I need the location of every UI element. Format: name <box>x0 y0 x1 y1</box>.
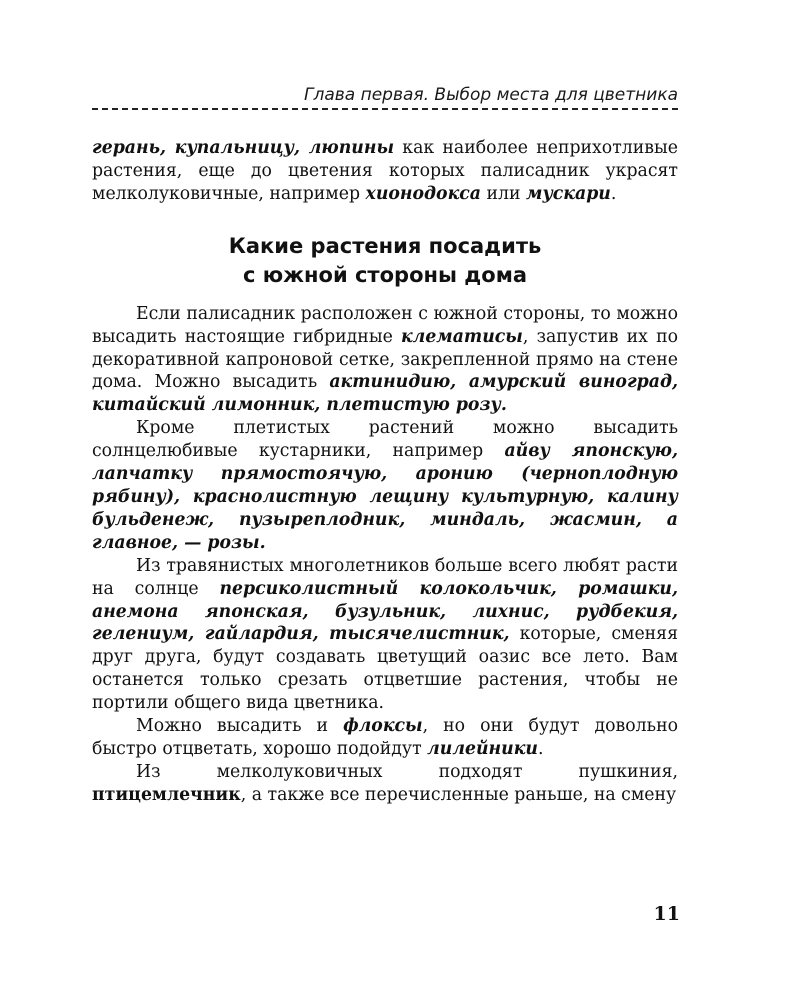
intro-paragraphs <box>92 137 678 206</box>
heading-line-1: Какие растения посадить <box>228 233 542 258</box>
text-run: . <box>610 183 617 204</box>
plant-name: птицемлечник <box>92 784 241 805</box>
running-head: Глава первая. Выбор места для цветника <box>304 85 678 105</box>
paragraph <box>92 417 678 554</box>
text-run: , но они будут довольно быстро отцветать, хорошо подойдут <box>92 716 678 759</box>
text-run: , запустив их по декоративной капроновой сетке, закрепленной прямо на стене дома. Можно высадить <box>92 326 678 393</box>
paragraph <box>92 137 678 206</box>
paragraph <box>92 761 678 807</box>
section-paragraphs <box>92 303 678 807</box>
paragraph <box>92 555 678 715</box>
paragraph <box>92 715 678 761</box>
plant-name: лилейники <box>427 738 538 759</box>
section-heading <box>92 232 678 290</box>
plant-name: айву японскую, лапчатку прямостоячую, аронию (черноплодную рябину), краснолистную лещину культурную, калину бульденеж, пузыреплодник, миндаль, жасмин, а главное, — розы. <box>92 441 678 553</box>
header-rule <box>92 108 678 110</box>
page-number: 11 <box>653 903 680 925</box>
text-run: , а также все перечисленные раньше, на смену <box>240 784 677 805</box>
text-run: которые, сменяя друг друга, будут создавать цветущий оазис все лето. Вам останется только срезать отцветшие растения, чтобы не портили общего вида цветника. <box>92 624 678 714</box>
plant-name: мускари <box>526 183 611 204</box>
page-body <box>92 137 678 807</box>
plant-name: персиколистный колокольчик, ромашки, анемона японская, бузульник, лихнис, рудбекия, гелениум, гайлардия, тысячелистник, <box>92 578 678 645</box>
text-run: . <box>537 738 544 759</box>
text-run: как наиболее неприхотливые растения, еще до цветения которых палисадник украсят мелколуковичные, например <box>92 138 678 204</box>
text-run: или <box>481 183 527 204</box>
plant-name: герань, купальницу, люпины <box>92 138 395 158</box>
plant-name: флоксы <box>343 716 423 737</box>
paragraph <box>92 303 678 418</box>
plant-name: хионодокса <box>365 183 481 204</box>
plant-name: актинидию, амурский виноград, китайский лимонник, плетистую розу. <box>92 372 678 416</box>
plant-name: клематисы <box>400 326 523 347</box>
text-run: Кроме плетистых растений можно высадить солнцелюбивые кустарники, например <box>92 418 678 462</box>
heading-line-2: с южной стороны дома <box>242 262 528 287</box>
text-run: Из травянистых многолетников больше всего любят расти на солнце <box>92 555 678 599</box>
text-run: Если палисадник расположен с южной стороны, то можно высадить настоящие гибридные <box>92 303 678 347</box>
text-run: Из мелколуковичных подходят пушкиния, <box>136 761 678 782</box>
text-run: Можно высадить и <box>136 716 344 737</box>
